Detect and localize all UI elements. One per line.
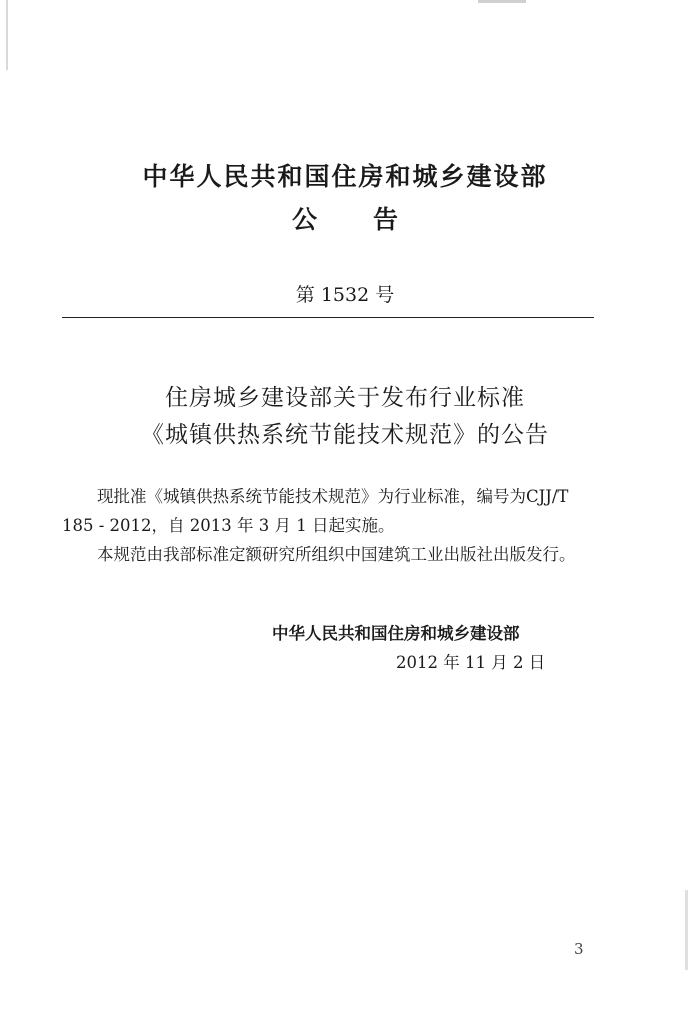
body-paragraph-1: 现批准《城镇供热系统节能技术规范》为行业标准，编号为CJJ/T 185 - 2012，自 2013 年 3 月 1 日起实施。 [62,487,569,535]
header-divider [62,317,594,318]
scan-edge-mark [6,0,8,70]
notice-title-line-1: 住房城乡建设部关于发布行业标准 [165,385,525,411]
issuer-heading: 中华人民共和国住房和城乡建设部 [142,162,548,191]
scan-edge-mark [478,0,526,3]
page-number: 3 [574,940,584,958]
signature-organization: 中华人民共和国住房和城乡建设部 [272,624,520,643]
body-paragraph-2: 本规范由我部标准定额研究所组织中国建筑工业出版社出版发行。 [97,545,576,564]
doc-type-char-1: 公 [291,205,317,234]
scan-edge-mark [685,890,688,970]
signature-date: 2012 年 11 月 2 日 [396,653,546,672]
document-number: 第 1532 号 [295,284,395,306]
doc-type-heading [0,200,690,236]
doc-type-char-2: 告 [373,205,399,234]
notice-title-line-2: 《城镇供热系统节能技术规范》的公告 [141,422,549,448]
